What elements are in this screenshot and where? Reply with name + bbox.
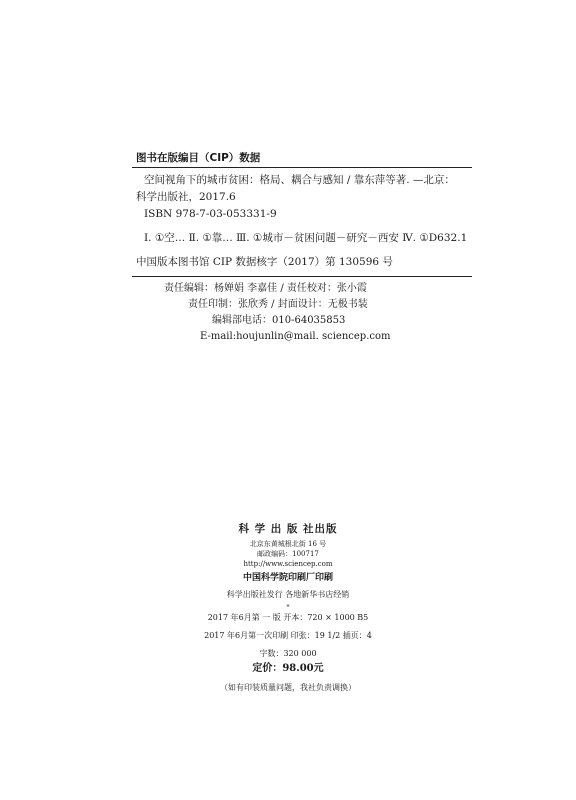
publisher-name: 科 学 出 版 社出版 — [238, 523, 338, 535]
quality-note: （如有印装质量问题，我社负责调换） — [220, 683, 356, 692]
credits-phone: 编辑部电话：010-64035853 — [212, 315, 346, 326]
publisher-url: http://www.sciencep.com — [243, 560, 333, 568]
printer-name: 中国科学院印刷厂印刷 — [242, 573, 333, 583]
cip-number: 中国版本图书馆 CIP 数据核字（2017）第 130596 号 — [136, 256, 393, 268]
edition-info: 2017 年6月第 一 版 开本：720 × 1000 B5 — [207, 613, 369, 622]
separator-star: * — [286, 604, 290, 611]
publisher-postcode: 邮政编码：100717 — [257, 550, 319, 558]
word-count: 字数：320 000 — [259, 649, 317, 658]
publisher-address: 北京东黄城根北街 16 号 — [249, 540, 327, 548]
impression-info: 2017 年6月第一次印刷 印张：19 1/2 插页：4 — [204, 631, 372, 640]
cip-title-line2: 科学出版社，2017.6 — [136, 191, 236, 203]
cip-title-line1: 空间视角下的城市贫困：格局、耦合与感知 / 靠东萍等著. —北京： — [144, 174, 455, 186]
credits-email: E-mail:houjunlin@mail. sciencep.com — [200, 331, 391, 342]
cip-heading: 图书在版编目（CIP）数据 — [136, 152, 261, 164]
price: 定价：98.00元 — [252, 663, 324, 674]
distribution: 科学出版社发行 各地新华书店经销 — [226, 590, 350, 599]
credits-printing-cover: 责任印制：张欣秀 / 封面设计：无极书装 — [188, 299, 368, 310]
cip-classification: Ⅰ. ①空… Ⅱ. ①靠… Ⅲ. ①城市－贫困问题－研究－西安 Ⅳ. ①D632.1 — [144, 232, 468, 244]
cip-top-rule — [132, 167, 472, 168]
cip-bottom-rule — [132, 276, 472, 277]
cip-isbn: ISBN 978-7-03-053331-9 — [144, 208, 277, 220]
credits-editors: 责任编辑：杨婵娟 李嘉佳 / 责任校对：张小霞 — [164, 283, 367, 294]
